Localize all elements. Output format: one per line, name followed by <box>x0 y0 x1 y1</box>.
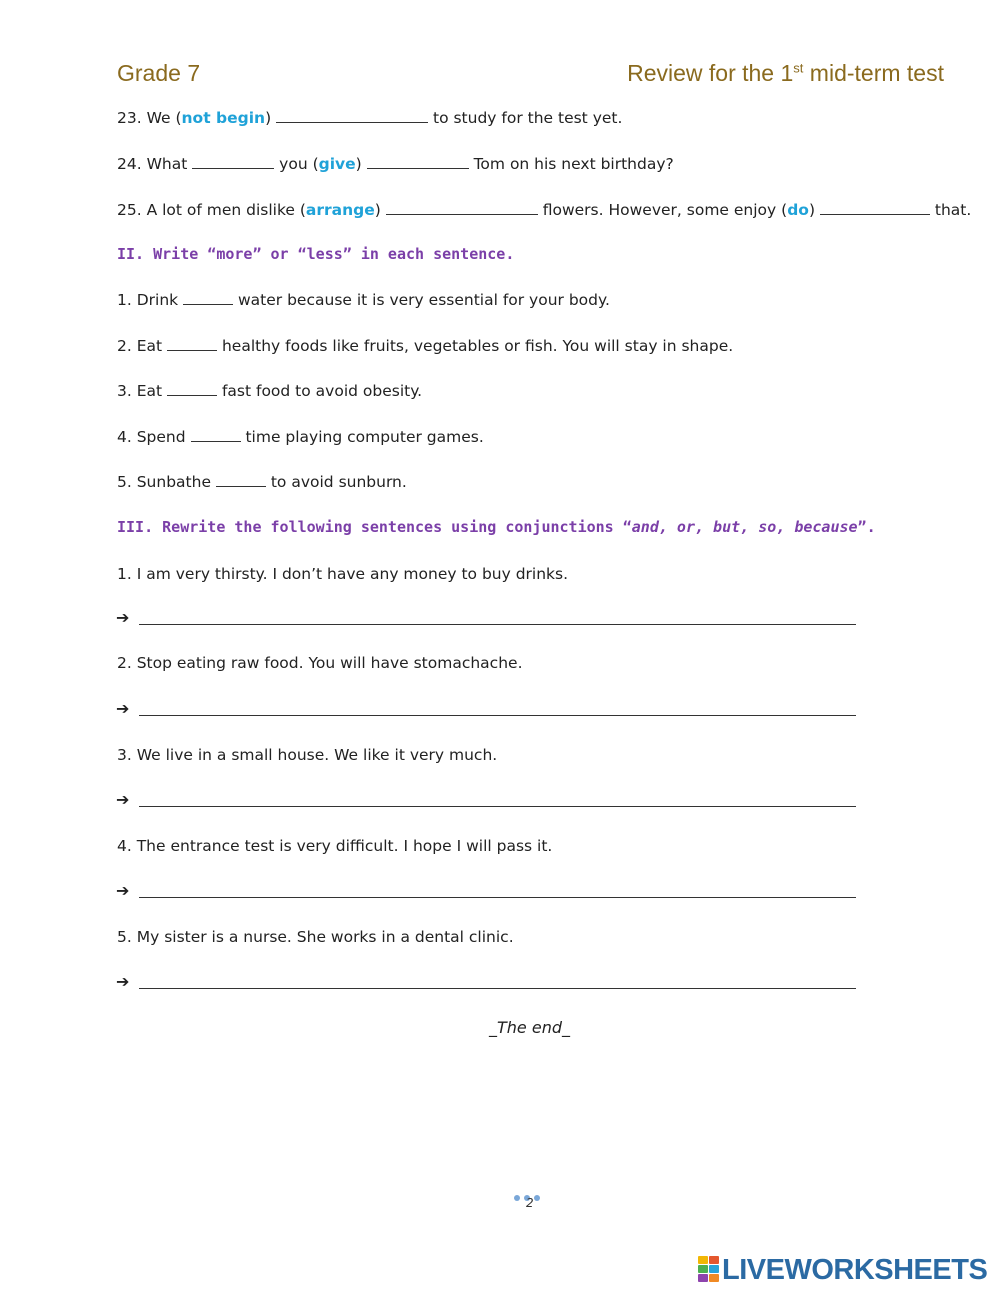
answer-blank[interactable] <box>167 336 217 351</box>
part3-answer-row-5 <box>116 972 856 992</box>
part2-item-text: healthy foods like fruits, vegetables or fish. You will stay in shape. <box>217 337 734 355</box>
section-3-heading <box>117 518 876 536</box>
question-25-number: 25. A lot of men dislike ( <box>117 201 306 219</box>
question-25-text: that. <box>929 201 972 219</box>
question-25-close-2: ) <box>808 201 815 219</box>
part3-sentence-3: 3. We live in a small house. We like it very much. <box>117 746 498 764</box>
question-23-close: ) <box>265 109 272 127</box>
part2-item-4 <box>117 427 484 447</box>
part2-item-text: fast food to avoid obesity. <box>217 382 423 400</box>
part2-item-label: 1. Drink <box>117 291 179 309</box>
arrow-icon: ➔ <box>116 608 130 627</box>
answer-blank[interactable] <box>192 154 274 169</box>
question-23-number: 23. We ( <box>117 109 182 127</box>
section-3-heading-main: III. Rewrite the following sentences using conjunctions “ <box>117 518 632 536</box>
part2-item-label: 5. Sunbathe <box>117 473 211 491</box>
header-title <box>627 60 944 87</box>
answer-blank[interactable] <box>183 290 233 305</box>
question-24-mid: you ( <box>274 155 319 173</box>
part3-sentence-4: 4. The entrance test is very difficult. I hope I will pass it. <box>117 837 553 855</box>
question-24-verb: give <box>318 155 356 173</box>
question-23-verb: not begin <box>181 109 266 127</box>
answer-line[interactable] <box>139 988 856 989</box>
answer-line[interactable] <box>139 897 856 898</box>
part2-item-1 <box>117 290 610 310</box>
arrow-icon: ➔ <box>116 790 130 809</box>
part2-item-label: 4. Spend <box>117 428 186 446</box>
part2-item-label: 2. Eat <box>117 337 163 355</box>
part3-answer-row-1 <box>116 608 856 628</box>
answer-blank[interactable] <box>386 200 538 215</box>
part2-item-text: time playing computer games. <box>240 428 484 446</box>
question-24-number: 24. What <box>117 155 188 173</box>
answer-line[interactable] <box>139 715 856 716</box>
header-title-prefix: Review for the 1 <box>627 60 794 86</box>
part3-sentence-5: 5. My sister is a nurse. She works in a dental clinic. <box>117 928 514 946</box>
logo-text: LIVEWORKSHEETS <box>722 1254 988 1286</box>
arrow-icon: ➔ <box>116 881 130 900</box>
section-2-heading: II. Write “more” or “less” in each sentence. <box>117 245 515 263</box>
part2-item-5 <box>117 472 407 492</box>
answer-blank[interactable] <box>216 472 266 487</box>
question-24-text: Tom on his next birthday? <box>468 155 674 173</box>
answer-blank[interactable] <box>276 108 428 123</box>
logo-blocks-icon <box>698 1256 720 1282</box>
answer-blank[interactable] <box>191 427 241 442</box>
answer-blank[interactable] <box>167 381 217 396</box>
header-title-sup: st <box>793 60 804 76</box>
page-number: 2 <box>526 1196 534 1210</box>
answer-line[interactable] <box>139 624 856 625</box>
arrow-icon: ➔ <box>116 699 130 718</box>
section-3-heading-end: ”. <box>857 518 876 536</box>
answer-line[interactable] <box>139 806 856 807</box>
part3-answer-row-4 <box>116 881 856 901</box>
header-title-suffix: mid-term test <box>803 60 944 86</box>
question-23-text: to study for the test yet. <box>428 109 623 127</box>
part3-answer-row-3 <box>116 790 856 810</box>
question-23 <box>117 108 622 128</box>
question-24-close: ) <box>355 155 362 173</box>
question-25-mid: flowers. However, some enjoy ( <box>537 201 788 219</box>
header-grade: Grade 7 <box>117 60 201 86</box>
part3-sentence-1: 1. I am very thirsty. I don’t have any money to buy drinks. <box>117 565 569 583</box>
question-25-verb-1: arrange <box>305 201 375 219</box>
answer-blank[interactable] <box>820 200 930 215</box>
part3-sentence-2: 2. Stop eating raw food. You will have stomachache. <box>117 654 523 672</box>
question-25 <box>117 200 971 220</box>
arrow-icon: ➔ <box>116 972 130 991</box>
part3-answer-row-2 <box>116 699 856 719</box>
question-25-close-1: ) <box>374 201 381 219</box>
part2-item-3 <box>117 381 422 401</box>
part2-item-label: 3. Eat <box>117 382 163 400</box>
section-3-heading-conjunctions: and, or, but, so, because <box>631 518 858 536</box>
the-end-text: _The end_ <box>489 1018 570 1037</box>
answer-blank[interactable] <box>367 154 469 169</box>
part2-item-text: water because it is very essential for your body. <box>233 291 610 309</box>
part2-item-2 <box>117 336 733 356</box>
question-24 <box>117 154 674 174</box>
question-25-verb-2: do <box>787 201 809 219</box>
part2-item-text: to avoid sunburn. <box>265 473 407 491</box>
